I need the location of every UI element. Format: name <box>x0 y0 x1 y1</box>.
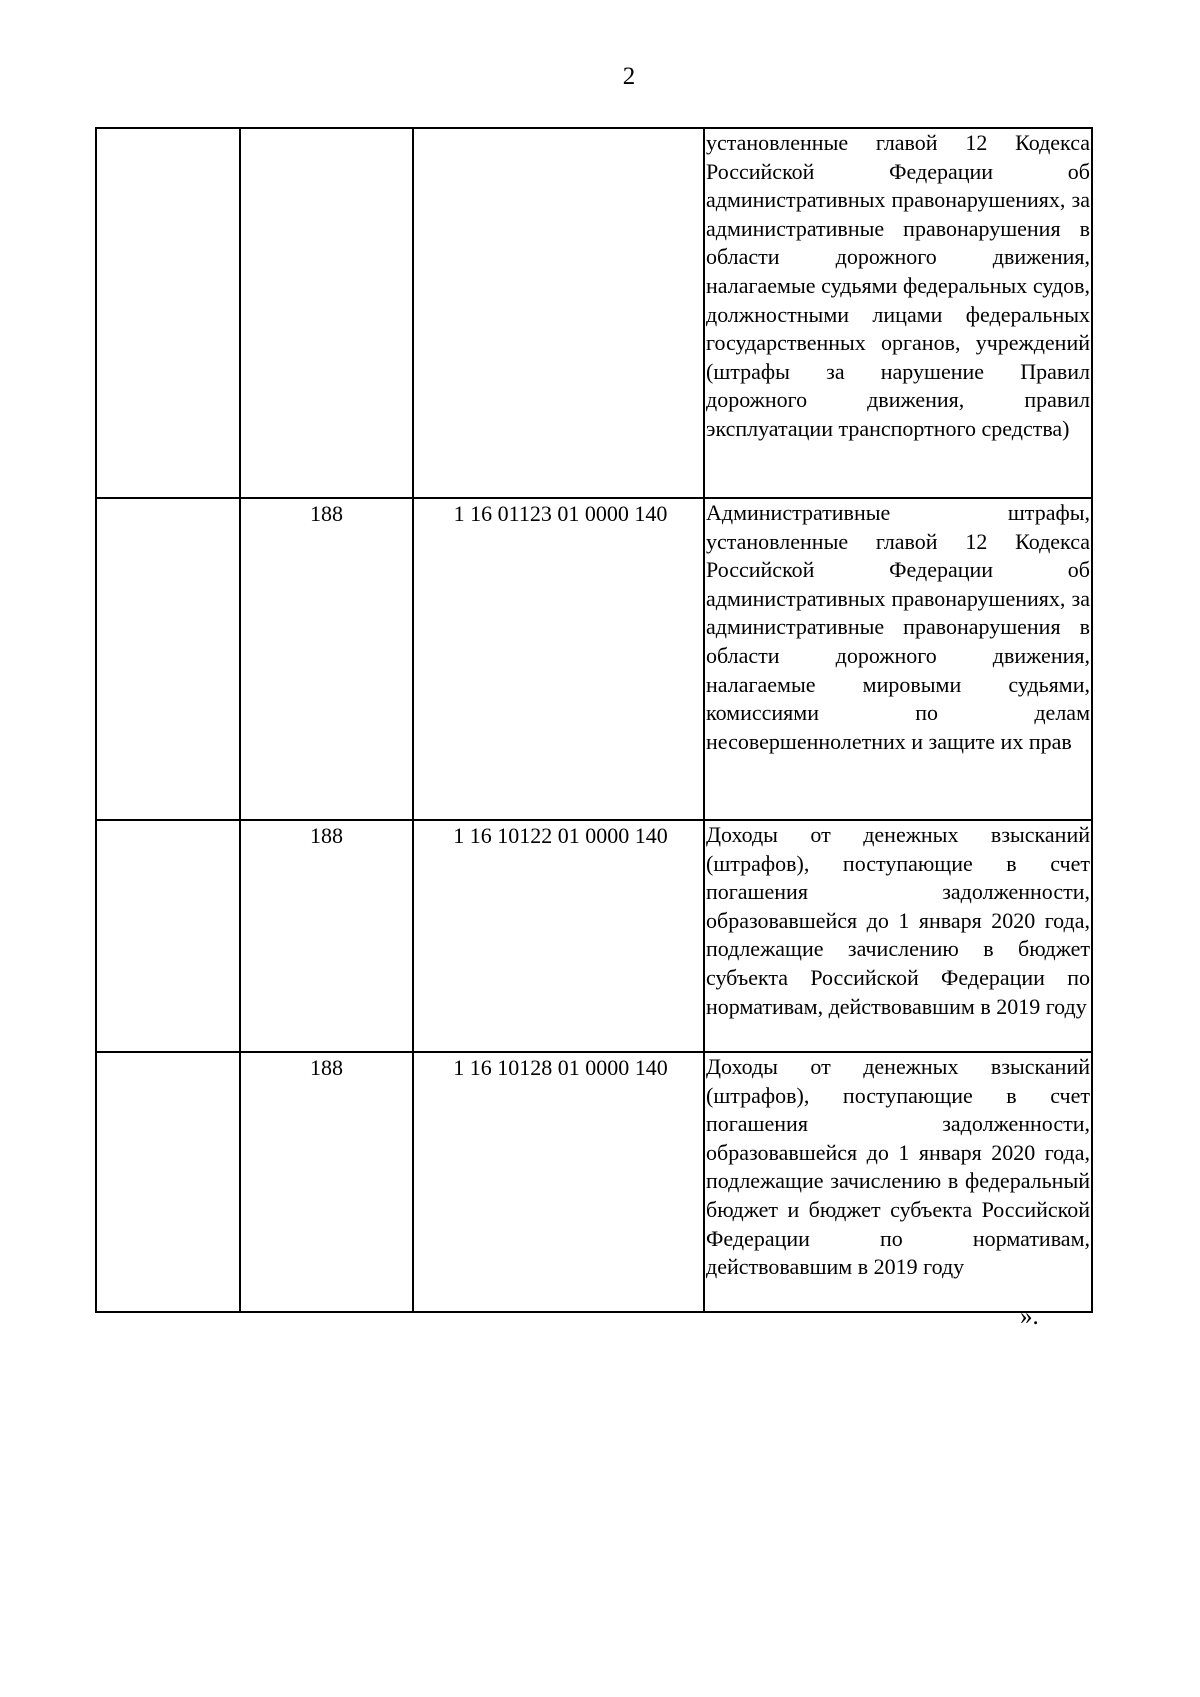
revenue-description-cell: Доходы от денежных взысканий (штрафов), поступающие в счет погашения задолженности, образовавшейся до 1 января 2020 года, подлежащие зачислению в бюджет субъекта Российской Федерации по нормативам, действовавшим в 2019 году <box>704 820 1092 1052</box>
budget-classification-code-cell: 1 16 10128 01 0000 140 <box>413 1052 704 1312</box>
table-row <box>96 1052 1092 1312</box>
empty-cell <box>96 820 240 1052</box>
closing-quote-mark: ». <box>1020 1303 1039 1330</box>
budget-classification-code-cell: 1 16 10122 01 0000 140 <box>413 820 704 1052</box>
empty-cell <box>96 498 240 820</box>
budget-classification-code-cell: 1 16 01123 01 0000 140 <box>413 498 704 820</box>
budget-classification-code-cell <box>413 128 704 498</box>
administrator-code-cell: 188 <box>240 820 413 1052</box>
administrator-code-cell: 188 <box>240 1052 413 1312</box>
table-row <box>96 820 1092 1052</box>
revenue-description-cell: Доходы от денежных взысканий (штрафов), поступающие в счет погашения задолженности, образовавшейся до 1 января 2020 года, подлежащие зачислению в федеральный бюджет и бюджет субъекта Российской Федерации по нормативам, действовавшим в 2019 году <box>704 1052 1092 1312</box>
empty-cell <box>96 1052 240 1312</box>
page-number: 2 <box>622 63 636 90</box>
table-row <box>96 128 1092 498</box>
table-row <box>96 498 1092 820</box>
budget-codes-table <box>95 127 1093 1313</box>
administrator-code-cell <box>240 128 413 498</box>
empty-cell <box>96 128 240 498</box>
revenue-description-cell: установленные главой 12 Кодекса Российской Федерации об административных правонарушениях, за административные правонарушения в области дорожного движения, налагаемые судьями федеральных судов, должностными лицами федеральных государственных органов, учреждений (штрафы за нарушение Правил дорожного движения, правил эксплуатации транспортного средства) <box>704 128 1092 498</box>
revenue-description-cell: Административные штрафы, установленные главой 12 Кодекса Российской Федерации об административных правонарушениях, за административные правонарушения в области дорожного движения, налагаемые мировыми судьями, комиссиями по делам несовершеннолетних и защите их прав <box>704 498 1092 820</box>
administrator-code-cell: 188 <box>240 498 413 820</box>
